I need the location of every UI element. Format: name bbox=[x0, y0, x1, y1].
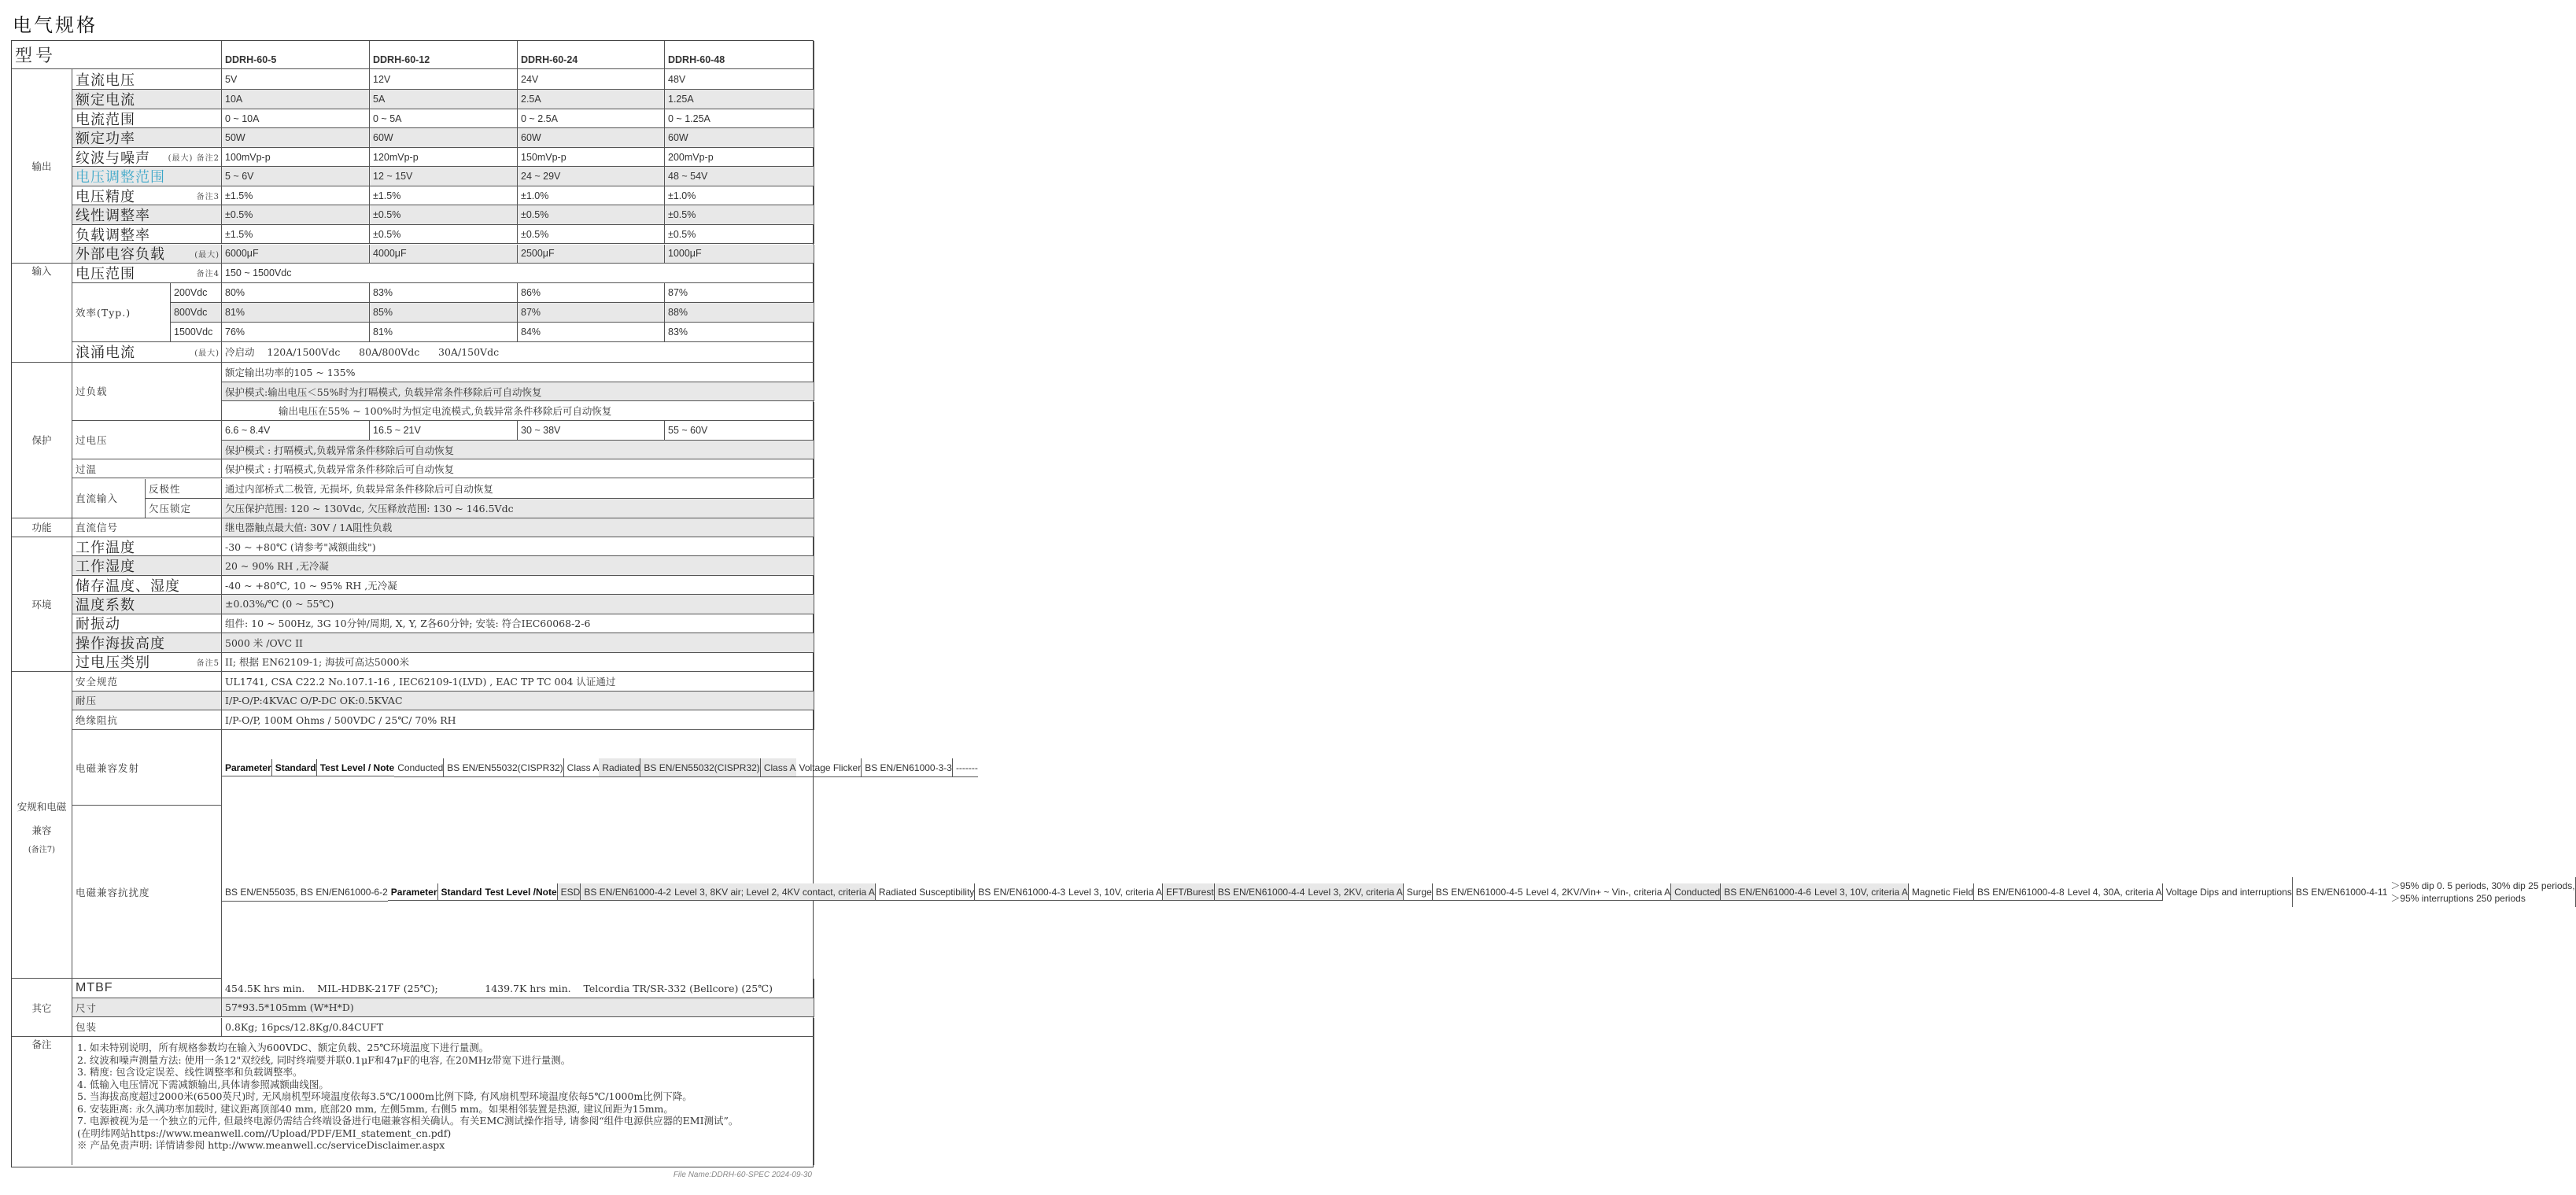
safety-isolation-label: 绝缘阻抗 bbox=[72, 710, 222, 730]
ems-cell: Magnetic Field bbox=[1909, 883, 1974, 902]
ems-cell: Level 4, 2KV/Vin+ ~ Vin-, criteria A bbox=[1522, 883, 1671, 902]
overload-line: 输出电压在55% ~ 100%时为恒定电流模式,负载异常条件移除后可自动恢复 bbox=[222, 402, 814, 422]
dc-input-label: 直流输入 bbox=[72, 479, 145, 518]
environment-param bbox=[72, 653, 222, 672]
row-note: 备注4 bbox=[196, 270, 220, 279]
group-environment: 环境 bbox=[12, 537, 72, 672]
efficiency-value: 80% bbox=[222, 283, 370, 303]
model-label: 型号 bbox=[12, 41, 222, 69]
group-output: 输出 bbox=[12, 69, 72, 264]
row-label: 电流范围 bbox=[76, 111, 135, 128]
note-line: 2. 纹波和噪声测量方法: 使用一条12"双绞线, 同时终端要并联0.1μF和47μF的电容, 在20MHz带宽下进行量测。 bbox=[77, 1053, 571, 1066]
environment-value: ±0.03%/℃ (0 ~ 55℃) bbox=[222, 595, 814, 614]
ems-dips-line: ＞95% interruptions 250 periods bbox=[2390, 893, 2526, 905]
efficiency-voltage: 200Vdc bbox=[170, 283, 222, 303]
note-line: 3. 精度: 包含设定误差、线性调整率和负载调整率。 bbox=[77, 1066, 303, 1079]
efficiency-voltage: 1500Vdc bbox=[170, 323, 222, 342]
emi-label: 电磁兼容发射 bbox=[72, 730, 222, 806]
ems-cell: Level 3, 10V, criteria A bbox=[1811, 883, 1909, 902]
row-note: 备注3 bbox=[196, 193, 220, 202]
efficiency-value: 87% bbox=[518, 303, 665, 323]
overvoltage-value: 16.5 ~ 21V bbox=[370, 421, 518, 441]
ems-cell: EFT/Burest bbox=[1163, 883, 1215, 902]
ems-cell: BS EN/EN61000-4-11 bbox=[2295, 887, 2388, 898]
row-label: 直流电压 bbox=[76, 72, 135, 89]
output-value: ±1.0% bbox=[518, 186, 665, 205]
row-note: (最大) 备注2 bbox=[168, 154, 220, 164]
ems-cell: Surge bbox=[1404, 883, 1433, 902]
output-value: 5 ~ 6V bbox=[222, 167, 370, 186]
row-label: 操作海拔高度 bbox=[76, 635, 165, 652]
model-name: DDRH-60-48 bbox=[665, 41, 814, 69]
overvoltage-label: 过电压 bbox=[72, 421, 222, 459]
others-label: MTBF bbox=[72, 979, 222, 998]
ems-label: 电磁兼容抗扰度 bbox=[72, 806, 222, 979]
environment-value: 5000 米 /OVC II bbox=[222, 633, 814, 652]
output-value: 24 ~ 29V bbox=[518, 167, 665, 186]
emi-header: Standard bbox=[272, 759, 317, 776]
ems-cell: BS EN/EN61000-4-4 bbox=[1215, 883, 1305, 902]
output-param bbox=[72, 205, 222, 224]
efficiency-value: 76% bbox=[222, 323, 370, 342]
ems-header: Parameter bbox=[388, 883, 438, 901]
reverse-polarity-label: 反极性 bbox=[145, 479, 222, 499]
efficiency-value: 88% bbox=[665, 303, 814, 323]
output-value: 2500μF bbox=[518, 245, 665, 264]
ems-cell: BS EN/EN61000-4-6 bbox=[1721, 883, 1811, 902]
output-value: 1.25A bbox=[665, 90, 814, 109]
row-label: 电压调整范围 bbox=[76, 169, 165, 186]
output-param bbox=[72, 109, 222, 128]
efficiency-value: 81% bbox=[222, 303, 370, 323]
ems-cell: BS EN/EN61000-4-3 bbox=[975, 883, 1065, 902]
dc-signal-label: 直流信号 bbox=[72, 518, 222, 537]
output-value: 5A bbox=[370, 90, 518, 109]
group-safety bbox=[12, 672, 72, 979]
output-param bbox=[72, 167, 222, 186]
overvoltage-value: 30 ~ 38V bbox=[518, 421, 665, 441]
output-value: 24V bbox=[518, 69, 665, 90]
output-value: 6000μF bbox=[222, 245, 370, 264]
ems-cell: Level 3, 8KV air; Level 2, 4KV contact, criteria A bbox=[671, 883, 876, 902]
output-value: ±0.5% bbox=[222, 205, 370, 224]
environment-value: II; 根据 EN62109-1; 海拔可高达5000米 bbox=[222, 653, 814, 672]
environment-param bbox=[72, 576, 222, 595]
efficiency-label: 效率(Typ.) bbox=[72, 283, 170, 342]
ems-standards: BS EN/EN55035, BS EN/EN61000-6-2 bbox=[222, 883, 388, 902]
others-value: 0.8Kg; 16pcs/12.8Kg/0.84CUFT bbox=[222, 1018, 814, 1038]
row-label: 线性调整率 bbox=[76, 208, 150, 225]
output-param bbox=[72, 225, 222, 244]
emi-header: Test Level / Note bbox=[317, 759, 394, 776]
row-label: 额定功率 bbox=[76, 131, 135, 148]
ems-cell: Level 3, 10V, criteria A bbox=[1065, 883, 1163, 902]
notes-content bbox=[72, 1037, 814, 1165]
row-label: 负载调整率 bbox=[76, 227, 150, 244]
safety-withstand-value: I/P-O/P:4KVAC O/P-DC OK:0.5KVAC bbox=[222, 692, 814, 711]
output-value: 10A bbox=[222, 90, 370, 109]
output-value: ±1.5% bbox=[222, 186, 370, 205]
row-label: 浪涌电流 bbox=[76, 345, 135, 362]
efficiency-value: 87% bbox=[665, 283, 814, 303]
others-value: 454.5K hrs min. MIL-HDBK-217F (25℃); 1439.7K hrs min. Telcordia TR/SR-332 (Bellcore) (25℃) bbox=[222, 979, 814, 998]
emi-cell: BS EN/EN55032(CISPR32) bbox=[444, 758, 563, 778]
safety-isolation-value: I/P-O/P, 100M Ohms / 500VDC / 25℃/ 70% RH bbox=[222, 710, 814, 730]
environment-param bbox=[72, 537, 222, 556]
others-value: 57*93.5*105mm (W*H*D) bbox=[222, 998, 814, 1018]
safety-withstand-label: 耐压 bbox=[72, 692, 222, 711]
note-line: 6. 安装距离: 永久满功率加载时, 建议距离顶部40 mm, 底部20 mm, 左侧5mm, 右侧5 mm。如果相邻装置是热源, 建议间距为15mm。 bbox=[77, 1102, 674, 1115]
model-name: DDRH-60-12 bbox=[370, 41, 518, 69]
output-param bbox=[72, 148, 222, 167]
note-line: 5. 当海拔高度超过2000米(6500英尺)时, 无风扇机型环境温度依每3.5℃/1000m比例下降, 有风扇机型环境温度依每5℃/1000m比例下降。 bbox=[77, 1090, 692, 1103]
efficiency-voltage: 800Vdc bbox=[170, 303, 222, 323]
output-param bbox=[72, 128, 222, 147]
output-value: ±0.5% bbox=[665, 205, 814, 224]
ems-cell: Conducted bbox=[1671, 883, 1721, 902]
note-line: (在明纬网站https://www.meanwell.com//Upload/PDF/EMI_statement_cn.pdf) bbox=[77, 1127, 452, 1139]
file-footer: File Name:DDRH-60-SPEC 2024-09-30 bbox=[673, 1171, 812, 1179]
row-label: 纹波与噪声 bbox=[76, 149, 150, 167]
note-line: 4. 低输入电压情况下需减额输出,具体请参照减额曲线图。 bbox=[77, 1078, 329, 1090]
output-value: ±0.5% bbox=[370, 225, 518, 244]
emi-cell: Class A bbox=[564, 758, 600, 778]
row-label: 外部电容负载 bbox=[76, 246, 165, 264]
safety-standards-label: 安全规范 bbox=[72, 672, 222, 692]
output-value: 120mVp-p bbox=[370, 148, 518, 167]
output-value: 200mVp-p bbox=[665, 148, 814, 167]
output-value: 100mVp-p bbox=[222, 148, 370, 167]
output-param bbox=[72, 69, 222, 90]
emi-cell: BS EN/EN55032(CISPR32) bbox=[640, 758, 760, 778]
efficiency-value: 83% bbox=[370, 283, 518, 303]
inrush-value: 冷启动 120A/1500Vdc 80A/800Vdc 30A/150Vdc bbox=[222, 342, 814, 363]
input-voltage-range-label bbox=[72, 264, 222, 283]
output-value: 1000μF bbox=[665, 245, 814, 264]
row-label: 耐振动 bbox=[76, 616, 120, 633]
output-value: 60W bbox=[665, 128, 814, 147]
environment-value: -40 ~ +80℃, 10 ~ 95% RH ,无冷凝 bbox=[222, 576, 814, 595]
undervoltage-lockout-value: 欠压保护范围: 120 ~ 130Vdc, 欠压释放范围: 130 ~ 146.5Vdc bbox=[222, 499, 814, 518]
note-line: ※ 产品免责声明: 详情请参阅 http://www.meanwell.cc/serviceDisclaimer.aspx bbox=[77, 1139, 445, 1152]
output-value: ±1.0% bbox=[665, 186, 814, 205]
overload-line: 保护模式:输出电压＜55%时为打嗝模式, 负载异常条件移除后可自动恢复 bbox=[222, 382, 814, 402]
overvoltage-value: 55 ~ 60V bbox=[665, 421, 814, 441]
spec-table bbox=[11, 40, 2575, 1167]
ems-header: Test Level /Note bbox=[482, 883, 558, 901]
efficiency-value: 83% bbox=[665, 323, 814, 342]
row-note: (最大) bbox=[194, 250, 220, 260]
output-value: 150mVp-p bbox=[518, 148, 665, 167]
group-safety-note: (备注7) bbox=[28, 846, 56, 855]
ems-cell: Level 3, 2KV, criteria A bbox=[1305, 883, 1403, 902]
row-note: 备注5 bbox=[196, 658, 220, 668]
ems-cell: Voltage Dips and interruptions bbox=[2163, 877, 2293, 907]
output-value: 48V bbox=[665, 69, 814, 90]
ems-cell: ESD bbox=[558, 883, 581, 902]
group-safety-label: 安规和电磁兼容 bbox=[17, 801, 67, 837]
emi-cell: Voltage Flicker bbox=[796, 758, 862, 778]
overvoltage-mode: 保护模式 : 打嗝模式,负载异常条件移除后可自动恢复 bbox=[222, 441, 814, 459]
dc-signal-value: 继电器触点最大值: 30V / 1A阻性负载 bbox=[222, 518, 814, 537]
emi-cell: Radiated bbox=[599, 758, 640, 778]
page-title: 电气规格 bbox=[13, 14, 98, 36]
environment-value: 组件: 10 ~ 500Hz, 3G 10分钟/周期, X, Y, Z各60分钟; 安装: 符合IEC60068-2-6 bbox=[222, 614, 814, 633]
output-value: 4000μF bbox=[370, 245, 518, 264]
output-value: 5V bbox=[222, 69, 370, 90]
row-label: 电压范围 bbox=[76, 265, 135, 282]
output-value: 2.5A bbox=[518, 90, 665, 109]
efficiency-value: 86% bbox=[518, 283, 665, 303]
output-value: 12V bbox=[370, 69, 518, 90]
ems-cell: BS EN/EN61000-4-2 bbox=[581, 883, 671, 902]
row-note: (最大) bbox=[194, 349, 220, 358]
group-function: 功能 bbox=[12, 518, 72, 537]
inrush-label bbox=[72, 342, 222, 363]
overload-line: 额定输出功率的105 ~ 135% bbox=[222, 363, 814, 382]
ems-cell: BS EN/EN61000-4-8 bbox=[1974, 883, 2065, 902]
row-label: 储存温度、湿度 bbox=[76, 577, 180, 595]
emi-header: Parameter bbox=[222, 759, 272, 776]
environment-value: 20 ~ 90% RH ,无冷凝 bbox=[222, 556, 814, 575]
ems-cell: Level 4, 30A, criteria A bbox=[2065, 883, 2163, 902]
reverse-polarity-value: 通过内部桥式二极管, 无损坏, 负载异常条件移除后可自动恢复 bbox=[222, 479, 814, 499]
output-value: 0 ~ 1.25A bbox=[665, 109, 814, 128]
row-label: 电压精度 bbox=[76, 188, 135, 205]
output-value: 12 ~ 15V bbox=[370, 167, 518, 186]
group-protection: 保护 bbox=[12, 363, 72, 518]
overvoltage-value: 6.6 ~ 8.4V bbox=[222, 421, 370, 441]
note-line: 7. 电源被视为是一个独立的元件, 但最终电源仍需结合终端设备进行电磁兼容相关确认。有关EMC测试操作指导, 请参阅“组件电源供应器的EMI测试”。 bbox=[77, 1115, 739, 1127]
input-voltage-range: 150 ~ 1500Vdc bbox=[222, 264, 814, 283]
model-name: DDRH-60-5 bbox=[222, 41, 370, 69]
undervoltage-lockout-label: 欠压锁定 bbox=[145, 499, 222, 518]
output-value: 60W bbox=[370, 128, 518, 147]
output-value: 48 ~ 54V bbox=[665, 167, 814, 186]
row-label: 额定电流 bbox=[76, 91, 135, 109]
overtemp-value: 保护模式 : 打嗝模式,负载异常条件移除后可自动恢复 bbox=[222, 459, 814, 478]
model-name: DDRH-60-24 bbox=[518, 41, 665, 69]
group-input: 输入 bbox=[12, 264, 72, 363]
ems-dips-line: ＞95% dip 0. 5 periods, 30% dip 25 periods, bbox=[2390, 880, 2575, 892]
efficiency-value: 81% bbox=[370, 323, 518, 342]
emi-table bbox=[222, 730, 978, 806]
output-value: ±1.5% bbox=[222, 225, 370, 244]
emi-cell: Class A bbox=[761, 758, 796, 778]
note-line: 1. 如未特别说明，所有规格参数均在输入为600VDC、额定负载、25℃环境温度下进行量测。 bbox=[77, 1042, 489, 1054]
ems-cell: BS EN/EN61000-4-5 bbox=[1433, 883, 1523, 902]
output-param bbox=[72, 245, 222, 264]
safety-standards-value: UL1741, CSA C22.2 No.107.1-16 , IEC62109-1(LVD) , EAC TP TC 004 认证通过 bbox=[222, 672, 814, 692]
output-param bbox=[72, 186, 222, 205]
output-param bbox=[72, 90, 222, 109]
environment-param bbox=[72, 614, 222, 633]
overload-label: 过负载 bbox=[72, 363, 222, 421]
row-label: 工作湿度 bbox=[76, 559, 135, 576]
output-value: ±0.5% bbox=[370, 205, 518, 224]
emi-cell: Conducted bbox=[394, 758, 444, 778]
output-value: 0 ~ 5A bbox=[370, 109, 518, 128]
efficiency-value: 84% bbox=[518, 323, 665, 342]
efficiency-value: 85% bbox=[370, 303, 518, 323]
environment-param bbox=[72, 633, 222, 652]
emi-cell: ------- bbox=[953, 758, 978, 778]
group-others: 其它 bbox=[12, 979, 72, 1037]
ems-cell: Radiated Susceptibility bbox=[876, 883, 975, 902]
output-value: ±0.5% bbox=[518, 225, 665, 244]
emi-cell: BS EN/EN61000-3-3 bbox=[862, 758, 953, 778]
output-value: 50W bbox=[222, 128, 370, 147]
group-notes: 备注 bbox=[12, 1037, 72, 1165]
environment-param bbox=[72, 556, 222, 575]
ems-table bbox=[222, 806, 2575, 979]
environment-param bbox=[72, 595, 222, 614]
output-value: ±0.5% bbox=[665, 225, 814, 244]
output-value: 0 ~ 10A bbox=[222, 109, 370, 128]
environment-value: -30 ~ +80℃ (请参考"减额曲线") bbox=[222, 537, 814, 556]
row-label: 工作温度 bbox=[76, 539, 135, 556]
row-label: 温度系数 bbox=[76, 597, 135, 614]
others-label: 尺寸 bbox=[72, 998, 222, 1018]
row-label: 过电压类别 bbox=[76, 655, 150, 672]
others-label: 包装 bbox=[72, 1018, 222, 1038]
output-value: 0 ~ 2.5A bbox=[518, 109, 665, 128]
overtemp-label: 过温 bbox=[72, 459, 222, 478]
output-value: ±0.5% bbox=[518, 205, 665, 224]
output-value: ±1.5% bbox=[370, 186, 518, 205]
output-value: 60W bbox=[518, 128, 665, 147]
ems-header: Standard bbox=[438, 883, 482, 901]
